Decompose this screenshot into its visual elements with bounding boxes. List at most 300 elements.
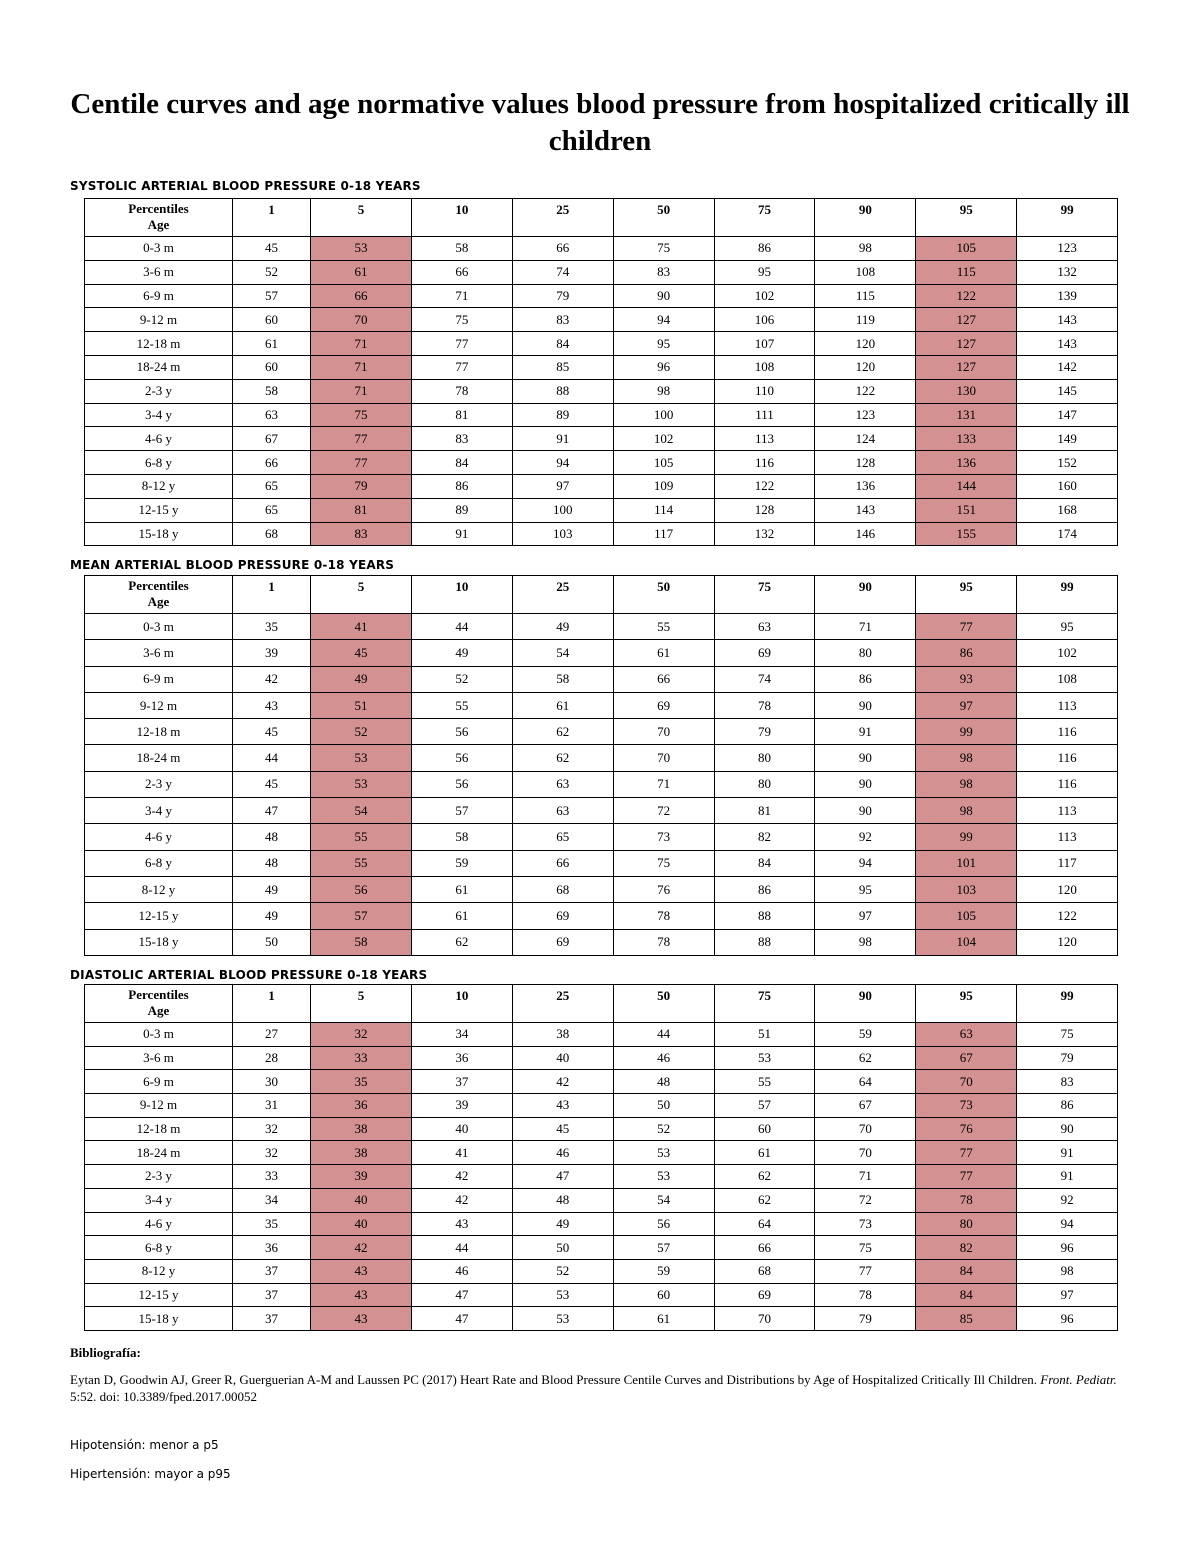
value-cell-p75: 88 <box>714 929 815 955</box>
value-cell-p95: 99 <box>916 719 1017 745</box>
value-cell-p99: 96 <box>1017 1307 1118 1331</box>
value-cell-p99: 122 <box>1017 903 1118 929</box>
value-cell-p90: 123 <box>815 403 916 427</box>
value-cell-p90: 146 <box>815 522 916 546</box>
value-cell-p50: 44 <box>613 1023 714 1047</box>
value-cell-p95: 82 <box>916 1236 1017 1260</box>
value-cell-p5: 53 <box>311 237 412 261</box>
value-cell-p95: 86 <box>916 640 1017 666</box>
value-cell-p5: 41 <box>311 614 412 640</box>
age-cell: 18-24 m <box>85 745 233 771</box>
value-cell-p90: 86 <box>815 666 916 692</box>
value-cell-p1: 47 <box>233 798 311 824</box>
table-row <box>85 284 1118 308</box>
value-cell-p75: 110 <box>714 379 815 403</box>
table-row <box>85 498 1118 522</box>
value-cell-p90: 62 <box>815 1046 916 1070</box>
value-cell-p50: 50 <box>613 1094 714 1118</box>
value-cell-p50: 95 <box>613 332 714 356</box>
age-cell: 6-9 m <box>85 666 233 692</box>
value-cell-p75: 106 <box>714 308 815 332</box>
value-cell-p90: 91 <box>815 719 916 745</box>
value-cell-p95: 101 <box>916 850 1017 876</box>
value-cell-p5: 71 <box>311 355 412 379</box>
value-cell-p95: 98 <box>916 745 1017 771</box>
percentiles-age-header <box>85 199 233 237</box>
table-row <box>85 876 1118 902</box>
age-cell: 6-9 m <box>85 284 233 308</box>
value-cell-p1: 37 <box>233 1259 311 1283</box>
value-cell-p75: 107 <box>714 332 815 356</box>
value-cell-p75: 81 <box>714 798 815 824</box>
value-cell-p1: 34 <box>233 1188 311 1212</box>
value-cell-p10: 47 <box>411 1283 512 1307</box>
value-cell-p95: 122 <box>916 284 1017 308</box>
value-cell-p95: 133 <box>916 427 1017 451</box>
age-cell: 12-15 y <box>85 498 233 522</box>
value-cell-p1: 45 <box>233 237 311 261</box>
value-cell-p95: 127 <box>916 332 1017 356</box>
age-cell: 12-15 y <box>85 903 233 929</box>
value-cell-p25: 66 <box>512 850 613 876</box>
age-cell: 6-8 y <box>85 850 233 876</box>
value-cell-p10: 42 <box>411 1188 512 1212</box>
percentile-header-p25: 25 <box>512 576 613 614</box>
value-cell-p50: 98 <box>613 379 714 403</box>
value-cell-p5: 77 <box>311 451 412 475</box>
value-cell-p90: 78 <box>815 1283 916 1307</box>
value-cell-p75: 122 <box>714 474 815 498</box>
value-cell-p75: 61 <box>714 1141 815 1165</box>
value-cell-p5: 79 <box>311 474 412 498</box>
value-cell-p50: 53 <box>613 1165 714 1189</box>
value-cell-p1: 45 <box>233 719 311 745</box>
age-cell: 15-18 y <box>85 522 233 546</box>
table-row <box>85 1307 1118 1331</box>
age-cell: 3-6 m <box>85 1046 233 1070</box>
value-cell-p25: 89 <box>512 403 613 427</box>
value-cell-p99: 91 <box>1017 1165 1118 1189</box>
value-cell-p95: 77 <box>916 1141 1017 1165</box>
value-cell-p5: 70 <box>311 308 412 332</box>
value-cell-p95: 84 <box>916 1283 1017 1307</box>
percentile-header-p99: 99 <box>1017 576 1118 614</box>
value-cell-p5: 61 <box>311 260 412 284</box>
value-cell-p90: 70 <box>815 1117 916 1141</box>
value-cell-p75: 128 <box>714 498 815 522</box>
value-cell-p75: 113 <box>714 427 815 451</box>
value-cell-p99: 120 <box>1017 929 1118 955</box>
age-cell: 12-15 y <box>85 1283 233 1307</box>
value-cell-p90: 95 <box>815 876 916 902</box>
value-cell-p99: 116 <box>1017 745 1118 771</box>
value-cell-p5: 52 <box>311 719 412 745</box>
value-cell-p5: 35 <box>311 1070 412 1094</box>
age-label: Age <box>147 594 170 609</box>
value-cell-p10: 81 <box>411 403 512 427</box>
table-row <box>85 355 1118 379</box>
percentile-header-p25: 25 <box>512 985 613 1023</box>
value-cell-p10: 47 <box>411 1307 512 1331</box>
value-cell-p1: 63 <box>233 403 311 427</box>
table-row <box>85 850 1118 876</box>
value-cell-p1: 33 <box>233 1165 311 1189</box>
value-cell-p10: 37 <box>411 1070 512 1094</box>
value-cell-p1: 42 <box>233 666 311 692</box>
value-cell-p75: 102 <box>714 284 815 308</box>
value-cell-p25: 85 <box>512 355 613 379</box>
value-cell-p90: 120 <box>815 355 916 379</box>
page-title: Centile curves and age normative values blood pressure from hospitalized critically ill children <box>70 88 1130 157</box>
percentiles-label: Percentiles <box>128 201 189 216</box>
percentile-header-p95: 95 <box>916 576 1017 614</box>
value-cell-p10: 77 <box>411 332 512 356</box>
value-cell-p25: 65 <box>512 824 613 850</box>
value-cell-p10: 61 <box>411 903 512 929</box>
value-cell-p50: 76 <box>613 876 714 902</box>
table-row <box>85 824 1118 850</box>
value-cell-p10: 40 <box>411 1117 512 1141</box>
value-cell-p90: 90 <box>815 771 916 797</box>
age-cell: 8-12 y <box>85 1259 233 1283</box>
age-cell: 3-4 y <box>85 798 233 824</box>
value-cell-p75: 74 <box>714 666 815 692</box>
value-cell-p90: 143 <box>815 498 916 522</box>
value-cell-p25: 83 <box>512 308 613 332</box>
value-cell-p75: 86 <box>714 876 815 902</box>
citation-journal: Front. Pediatr. <box>1040 1372 1117 1387</box>
value-cell-p99: 75 <box>1017 1023 1118 1047</box>
value-cell-p95: 98 <box>916 771 1017 797</box>
value-cell-p90: 79 <box>815 1307 916 1331</box>
value-cell-p99: 113 <box>1017 824 1118 850</box>
age-label: Age <box>147 1003 170 1018</box>
table-row <box>85 451 1118 475</box>
value-cell-p50: 96 <box>613 355 714 379</box>
value-cell-p75: 62 <box>714 1188 815 1212</box>
value-cell-p50: 73 <box>613 824 714 850</box>
value-cell-p25: 40 <box>512 1046 613 1070</box>
mean-heading: MEAN ARTERIAL BLOOD PRESSURE 0-18 YEARS <box>70 558 395 572</box>
value-cell-p50: 70 <box>613 719 714 745</box>
value-cell-p99: 116 <box>1017 771 1118 797</box>
value-cell-p50: 54 <box>613 1188 714 1212</box>
citation-tail: 5:52. doi: 10.3389/fped.2017.00052 <box>70 1389 258 1404</box>
percentile-header-p10: 10 <box>411 985 512 1023</box>
age-cell: 8-12 y <box>85 876 233 902</box>
table-row <box>85 771 1118 797</box>
percentiles-label: Percentiles <box>128 578 189 593</box>
value-cell-p75: 64 <box>714 1212 815 1236</box>
percentile-header-p5: 5 <box>311 985 412 1023</box>
header-row <box>85 199 1118 237</box>
percentile-header-p95: 95 <box>916 985 1017 1023</box>
value-cell-p25: 94 <box>512 451 613 475</box>
value-cell-p5: 38 <box>311 1117 412 1141</box>
value-cell-p5: 71 <box>311 332 412 356</box>
age-cell: 3-6 m <box>85 640 233 666</box>
value-cell-p25: 53 <box>512 1307 613 1331</box>
value-cell-p90: 71 <box>815 614 916 640</box>
value-cell-p90: 73 <box>815 1212 916 1236</box>
value-cell-p5: 71 <box>311 379 412 403</box>
table-row <box>85 332 1118 356</box>
table-row <box>85 666 1118 692</box>
value-cell-p99: 147 <box>1017 403 1118 427</box>
value-cell-p95: 98 <box>916 798 1017 824</box>
value-cell-p10: 62 <box>411 929 512 955</box>
percentile-header-p50: 50 <box>613 985 714 1023</box>
age-cell: 0-3 m <box>85 237 233 261</box>
age-label: Age <box>147 217 170 232</box>
value-cell-p10: 66 <box>411 260 512 284</box>
value-cell-p99: 117 <box>1017 850 1118 876</box>
age-cell: 9-12 m <box>85 1094 233 1118</box>
value-cell-p5: 58 <box>311 929 412 955</box>
value-cell-p75: 82 <box>714 824 815 850</box>
age-cell: 2-3 y <box>85 379 233 403</box>
age-cell: 15-18 y <box>85 1307 233 1331</box>
header-row <box>85 576 1118 614</box>
value-cell-p50: 117 <box>613 522 714 546</box>
table-row <box>85 1023 1118 1047</box>
value-cell-p1: 27 <box>233 1023 311 1047</box>
value-cell-p99: 113 <box>1017 798 1118 824</box>
value-cell-p10: 36 <box>411 1046 512 1070</box>
value-cell-p25: 47 <box>512 1165 613 1189</box>
percentile-header-p50: 50 <box>613 199 714 237</box>
value-cell-p25: 45 <box>512 1117 613 1141</box>
value-cell-p90: 92 <box>815 824 916 850</box>
value-cell-p25: 53 <box>512 1283 613 1307</box>
value-cell-p95: 144 <box>916 474 1017 498</box>
value-cell-p1: 48 <box>233 850 311 876</box>
mean-table <box>84 575 1118 956</box>
value-cell-p50: 55 <box>613 614 714 640</box>
value-cell-p99: 79 <box>1017 1046 1118 1070</box>
table-row <box>85 260 1118 284</box>
value-cell-p5: 43 <box>311 1283 412 1307</box>
value-cell-p1: 43 <box>233 692 311 718</box>
percentile-header-p5: 5 <box>311 199 412 237</box>
age-cell: 6-8 y <box>85 1236 233 1260</box>
age-cell: 9-12 m <box>85 692 233 718</box>
table-row <box>85 1212 1118 1236</box>
percentiles-age-header <box>85 576 233 614</box>
value-cell-p1: 60 <box>233 355 311 379</box>
table-row <box>85 237 1118 261</box>
value-cell-p25: 61 <box>512 692 613 718</box>
value-cell-p50: 78 <box>613 929 714 955</box>
value-cell-p90: 90 <box>815 692 916 718</box>
value-cell-p75: 66 <box>714 1236 815 1260</box>
value-cell-p99: 132 <box>1017 260 1118 284</box>
table-row <box>85 1259 1118 1283</box>
value-cell-p75: 69 <box>714 1283 815 1307</box>
percentile-header-p99: 99 <box>1017 199 1118 237</box>
value-cell-p75: 57 <box>714 1094 815 1118</box>
value-cell-p95: 105 <box>916 237 1017 261</box>
value-cell-p50: 72 <box>613 798 714 824</box>
value-cell-p95: 97 <box>916 692 1017 718</box>
value-cell-p90: 98 <box>815 237 916 261</box>
value-cell-p90: 70 <box>815 1141 916 1165</box>
value-cell-p1: 35 <box>233 614 311 640</box>
value-cell-p1: 37 <box>233 1307 311 1331</box>
value-cell-p5: 81 <box>311 498 412 522</box>
value-cell-p1: 45 <box>233 771 311 797</box>
value-cell-p1: 31 <box>233 1094 311 1118</box>
value-cell-p1: 61 <box>233 332 311 356</box>
table-row <box>85 640 1118 666</box>
percentiles-age-header <box>85 985 233 1023</box>
value-cell-p25: 62 <box>512 719 613 745</box>
value-cell-p10: 44 <box>411 1236 512 1260</box>
value-cell-p25: 49 <box>512 1212 613 1236</box>
value-cell-p75: 111 <box>714 403 815 427</box>
value-cell-p50: 57 <box>613 1236 714 1260</box>
value-cell-p5: 55 <box>311 824 412 850</box>
value-cell-p25: 74 <box>512 260 613 284</box>
value-cell-p75: 108 <box>714 355 815 379</box>
value-cell-p95: 93 <box>916 666 1017 692</box>
age-cell: 12-18 m <box>85 1117 233 1141</box>
value-cell-p5: 56 <box>311 876 412 902</box>
value-cell-p10: 52 <box>411 666 512 692</box>
table-row <box>85 1094 1118 1118</box>
value-cell-p1: 28 <box>233 1046 311 1070</box>
value-cell-p5: 32 <box>311 1023 412 1047</box>
table-row <box>85 903 1118 929</box>
value-cell-p25: 43 <box>512 1094 613 1118</box>
value-cell-p99: 95 <box>1017 614 1118 640</box>
percentile-header-p50: 50 <box>613 576 714 614</box>
value-cell-p75: 95 <box>714 260 815 284</box>
value-cell-p50: 75 <box>613 850 714 876</box>
value-cell-p95: 73 <box>916 1094 1017 1118</box>
hypotension-note: Hipotensión: menor a p5 <box>70 1438 219 1452</box>
value-cell-p90: 136 <box>815 474 916 498</box>
value-cell-p90: 97 <box>815 903 916 929</box>
percentile-header-p5: 5 <box>311 576 412 614</box>
value-cell-p5: 57 <box>311 903 412 929</box>
value-cell-p25: 46 <box>512 1141 613 1165</box>
value-cell-p90: 77 <box>815 1259 916 1283</box>
value-cell-p75: 62 <box>714 1165 815 1189</box>
value-cell-p5: 40 <box>311 1212 412 1236</box>
value-cell-p5: 53 <box>311 745 412 771</box>
age-cell: 2-3 y <box>85 1165 233 1189</box>
value-cell-p50: 75 <box>613 237 714 261</box>
value-cell-p95: 151 <box>916 498 1017 522</box>
value-cell-p25: 68 <box>512 876 613 902</box>
value-cell-p99: 160 <box>1017 474 1118 498</box>
value-cell-p5: 33 <box>311 1046 412 1070</box>
value-cell-p99: 98 <box>1017 1259 1118 1283</box>
value-cell-p50: 69 <box>613 692 714 718</box>
value-cell-p75: 80 <box>714 771 815 797</box>
value-cell-p50: 60 <box>613 1283 714 1307</box>
value-cell-p10: 42 <box>411 1165 512 1189</box>
value-cell-p10: 71 <box>411 284 512 308</box>
table-row <box>85 745 1118 771</box>
value-cell-p1: 39 <box>233 640 311 666</box>
value-cell-p1: 36 <box>233 1236 311 1260</box>
value-cell-p75: 53 <box>714 1046 815 1070</box>
value-cell-p75: 60 <box>714 1117 815 1141</box>
value-cell-p99: 123 <box>1017 237 1118 261</box>
systolic-heading: SYSTOLIC ARTERIAL BLOOD PRESSURE 0-18 YEARS <box>70 179 421 193</box>
table-row <box>85 379 1118 403</box>
value-cell-p10: 56 <box>411 745 512 771</box>
age-cell: 4-6 y <box>85 1212 233 1236</box>
percentile-header-p25: 25 <box>512 199 613 237</box>
table-row <box>85 798 1118 824</box>
value-cell-p95: 80 <box>916 1212 1017 1236</box>
value-cell-p99: 143 <box>1017 308 1118 332</box>
age-cell: 0-3 m <box>85 614 233 640</box>
value-cell-p25: 103 <box>512 522 613 546</box>
value-cell-p25: 58 <box>512 666 613 692</box>
value-cell-p25: 97 <box>512 474 613 498</box>
age-cell: 9-12 m <box>85 308 233 332</box>
age-cell: 0-3 m <box>85 1023 233 1047</box>
value-cell-p90: 94 <box>815 850 916 876</box>
value-cell-p10: 78 <box>411 379 512 403</box>
value-cell-p5: 43 <box>311 1307 412 1331</box>
value-cell-p50: 94 <box>613 308 714 332</box>
value-cell-p1: 32 <box>233 1117 311 1141</box>
percentile-header-p90: 90 <box>815 576 916 614</box>
value-cell-p75: 88 <box>714 903 815 929</box>
value-cell-p95: 155 <box>916 522 1017 546</box>
value-cell-p95: 76 <box>916 1117 1017 1141</box>
value-cell-p99: 108 <box>1017 666 1118 692</box>
value-cell-p25: 69 <box>512 929 613 955</box>
value-cell-p5: 54 <box>311 798 412 824</box>
value-cell-p1: 49 <box>233 903 311 929</box>
value-cell-p99: 145 <box>1017 379 1118 403</box>
percentile-header-p10: 10 <box>411 199 512 237</box>
value-cell-p10: 39 <box>411 1094 512 1118</box>
value-cell-p1: 68 <box>233 522 311 546</box>
value-cell-p95: 103 <box>916 876 1017 902</box>
value-cell-p25: 63 <box>512 798 613 824</box>
value-cell-p25: 54 <box>512 640 613 666</box>
value-cell-p50: 70 <box>613 745 714 771</box>
value-cell-p90: 98 <box>815 929 916 955</box>
value-cell-p1: 50 <box>233 929 311 955</box>
table-row <box>85 614 1118 640</box>
diastolic-table <box>84 984 1118 1331</box>
table-row <box>85 1188 1118 1212</box>
value-cell-p10: 75 <box>411 308 512 332</box>
value-cell-p1: 65 <box>233 498 311 522</box>
value-cell-p5: 38 <box>311 1141 412 1165</box>
table-row <box>85 1117 1118 1141</box>
value-cell-p10: 84 <box>411 451 512 475</box>
bibliography-heading: Bibliografía: <box>70 1345 141 1360</box>
value-cell-p50: 71 <box>613 771 714 797</box>
value-cell-p95: 136 <box>916 451 1017 475</box>
value-cell-p10: 56 <box>411 719 512 745</box>
value-cell-p90: 80 <box>815 640 916 666</box>
value-cell-p1: 65 <box>233 474 311 498</box>
percentile-header-p99: 99 <box>1017 985 1118 1023</box>
table-row <box>85 929 1118 955</box>
value-cell-p75: 132 <box>714 522 815 546</box>
value-cell-p75: 79 <box>714 719 815 745</box>
